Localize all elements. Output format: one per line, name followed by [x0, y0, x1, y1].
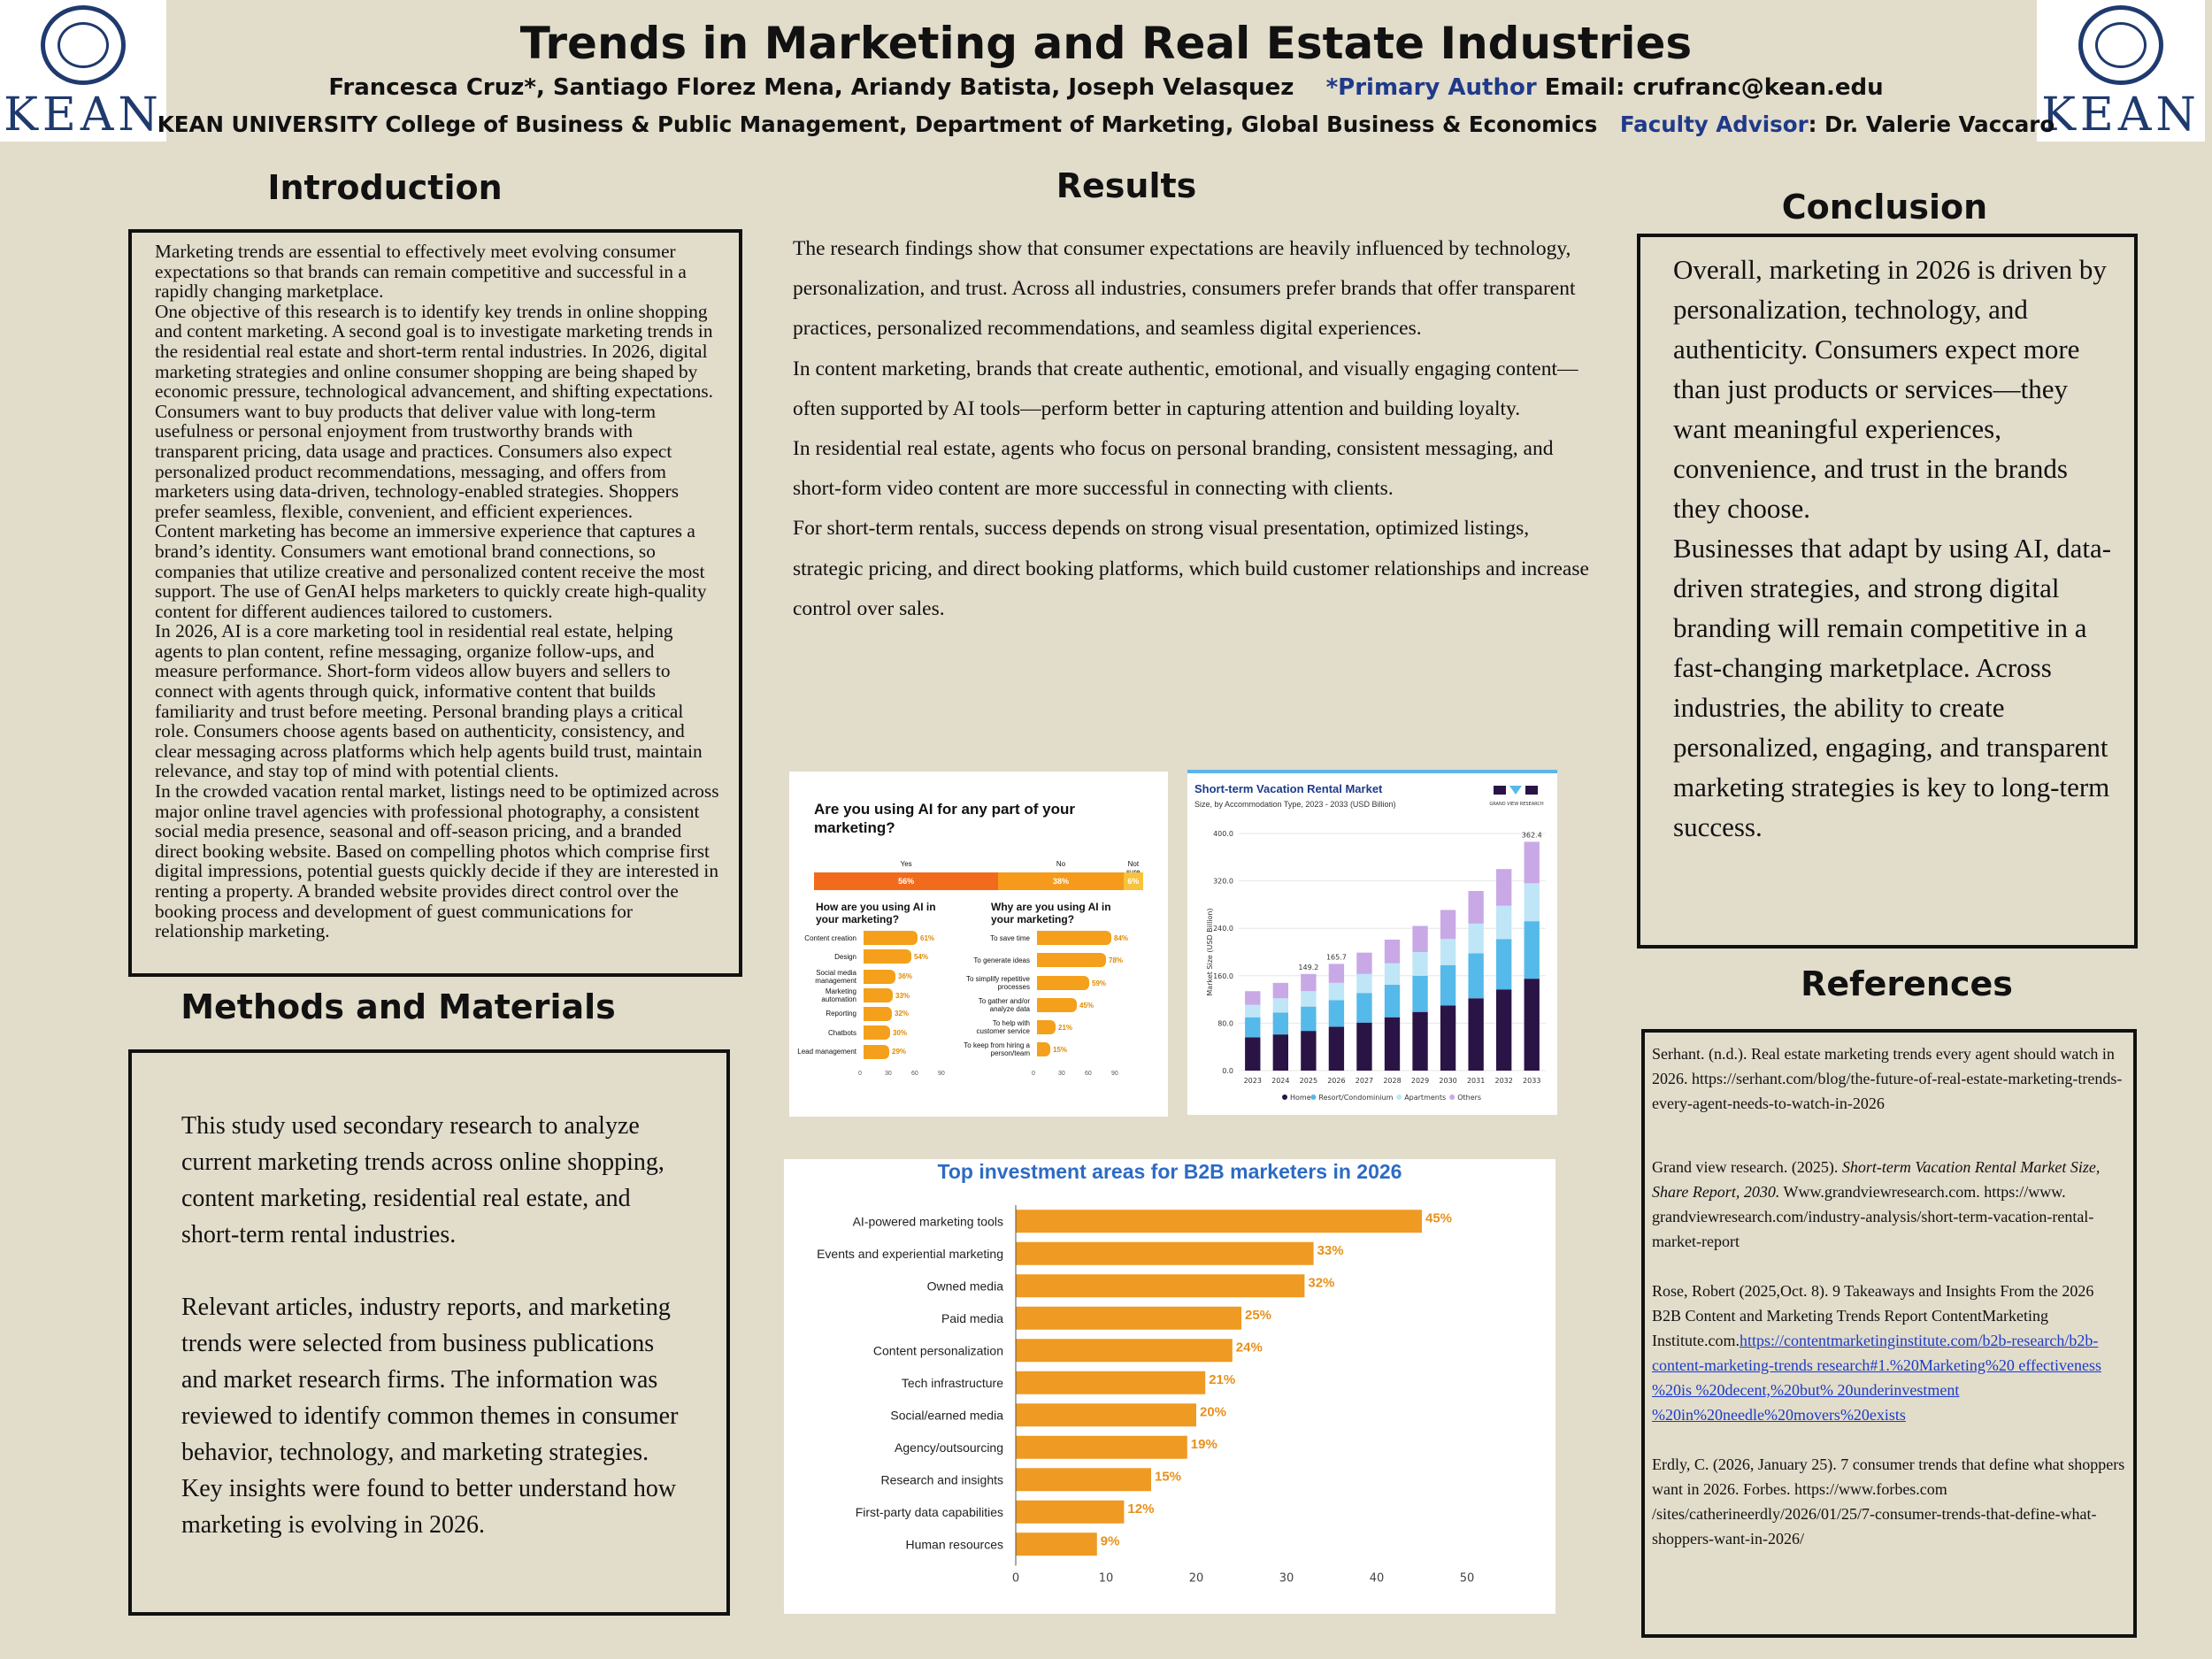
author-line — [0, 74, 2212, 101]
conclusion-heading: Conclusion — [1781, 188, 1988, 227]
ai-bar — [864, 1045, 889, 1059]
vr-bar-segment — [1412, 952, 1427, 976]
ai-axis-tick: 60 — [1085, 1071, 1092, 1077]
b2b-value-label: 33% — [1317, 1242, 1344, 1258]
b2b-bar — [1016, 1371, 1205, 1394]
ai-bar — [1037, 953, 1106, 967]
vr-bar-segment — [1301, 974, 1316, 991]
vr-bar-segment — [1525, 979, 1540, 1071]
reference-item: Serhant. (n.d.). Real estate marketing trends every agent should watch in 2026. https://serhant.com/blog/the-future-of-real-estate-marketing-trends-every-agent-needs-to-watch-in-2026 — [1652, 1045, 2123, 1112]
b2b-chart-title: Top investment areas for B2B marketers in 2026 — [937, 1160, 1402, 1183]
vr-legend-label: Resort/Condominium — [1318, 1094, 1394, 1102]
vacation-rental-svg — [1187, 770, 1557, 1115]
vr-x-tick: 2023 — [1243, 1077, 1262, 1085]
ai-bar — [1037, 1042, 1050, 1056]
vr-bar-segment — [1245, 991, 1260, 1004]
b2b-value-label: 20% — [1200, 1404, 1227, 1420]
chart-top-strip — [1187, 770, 1557, 773]
methods-heading: Methods and Materials — [180, 987, 616, 1026]
ai-bar-label: To generate ideas — [973, 956, 1030, 964]
vr-bar-segment — [1412, 976, 1427, 1012]
ai-bar-row — [789, 987, 910, 1003]
authors: Francesca Cruz*, Santiago Florez Mena, Ariandy Batista, Joseph Velasquez — [328, 74, 1294, 101]
vr-bar-segment — [1273, 1034, 1288, 1071]
ai-bar-value: 78% — [1109, 956, 1124, 964]
ai-bar-value: 29% — [892, 1048, 907, 1056]
b2b-bar — [1016, 1403, 1196, 1426]
vr-bar-segment — [1273, 1012, 1288, 1034]
vr-chart-title: Short-term Vacation Rental Market — [1194, 782, 1383, 795]
vr-x-tick: 2030 — [1439, 1077, 1457, 1085]
email: Email: crufranc@kean.edu — [1544, 74, 1884, 101]
ai-bar-row — [963, 975, 1106, 991]
b2b-bar — [1016, 1501, 1124, 1524]
vr-bar-segment — [1356, 974, 1371, 993]
b2b-category-label: Events and experiential marketing — [817, 1246, 1003, 1261]
vr-legend-label: Home — [1290, 1094, 1311, 1102]
vr-bar-segment — [1329, 964, 1344, 982]
ai-axis-tick: 0 — [1032, 1071, 1035, 1077]
vr-chart-subtitle: Size, by Accommodation Type, 2023 - 2033 (USD Billion) — [1194, 800, 1396, 809]
vr-bar-segment — [1496, 869, 1511, 906]
vr-bar-segment — [1440, 939, 1455, 964]
vr-chart-brand: GRAND VIEW RESEARCH — [1489, 802, 1544, 807]
ai-axis-tick: 90 — [1111, 1071, 1118, 1077]
ai-bar-row — [963, 1041, 1067, 1057]
ai-bar-row — [963, 1019, 1072, 1035]
vr-legend-swatch — [1310, 1094, 1316, 1100]
ai-bar-label: Design — [834, 952, 856, 961]
vr-bar-segment — [1496, 906, 1511, 940]
vr-bar-segment — [1245, 1018, 1260, 1038]
ai-bar-value: 32% — [895, 1010, 910, 1018]
primary-author-label: *Primary Author — [1325, 74, 1537, 101]
vr-data-label: 362.4 — [1521, 831, 1542, 840]
vr-bar-segment — [1468, 891, 1483, 924]
ai-bar-label: To gather and/or analyze data — [978, 997, 1030, 1013]
results-paragraph: In residential real estate, agents who focus on personal branding, consistent messaging, and short-form video content are more successful in connecting with clients. — [793, 437, 1554, 501]
vr-y-tick: 400.0 — [1213, 830, 1233, 838]
ai-bar-value: 33% — [895, 991, 910, 1000]
b2b-value-label: 32% — [1308, 1275, 1335, 1291]
b2b-value-label: 45% — [1425, 1210, 1453, 1226]
b2b-investment-svg — [784, 1159, 1555, 1614]
ai-bar-value: 54% — [914, 952, 929, 961]
vr-x-tick: 2028 — [1383, 1077, 1402, 1085]
ai-bar-row — [789, 1007, 909, 1021]
reference-item: Grand view research. (2025). Short-term Vacation Rental Market Size, Share Report, 2030. Www.grandviewresearch.com. https://www. grandviewresearch.com/industry-analysis/short-term-vacation-rental-market-report — [1652, 1158, 2101, 1250]
vr-bar-segment — [1440, 965, 1455, 1006]
conclusion-paragraph: Businesses that adapt by using AI, data-driven strategies, and strong digital branding will remain competitive in a fast-changing marketplace. Across industries, the ability to create personalized, engaging, and transparent marketing strategies is key to long-term success. — [1673, 533, 2112, 842]
vr-legend-swatch — [1282, 1094, 1287, 1100]
logo-text: KEAN — [2041, 88, 2200, 142]
affiliation-line — [0, 111, 2212, 137]
ai-axis-tick: 90 — [938, 1071, 945, 1077]
vr-bar-segment — [1245, 1037, 1260, 1071]
vr-bar-segment — [1525, 883, 1540, 921]
ai-bar-row — [963, 953, 1123, 967]
ai-bar-label: To keep from hiring a person/team — [964, 1041, 1030, 1057]
logo-text: KEAN — [4, 88, 163, 142]
b2b-bar — [1016, 1339, 1233, 1362]
b2b-bar — [1016, 1210, 1422, 1233]
intro-paragraph: One objective of this research is to identify key trends in online shopping and content marketing. A second goal is to investigate marketing trends in the residential real estate and short-term rental industries. In 2026, digital marketing strategies and online consumer shopping are being shaped by economic pressure, technological advancement, and shifting expectations. Consumers want to buy products that deliver value with long-term usefulness or personal enjoyment from trustworthy brands with transparent pricing, data usage and practices. Consumers also expect personalized product recommendations, messaging, and offers from marketers using data-driven, technology-enabled strategies. Shoppers prefer seamless, flexible, convenient, and efficient experiences. — [155, 300, 713, 522]
b2b-bar — [1016, 1436, 1187, 1459]
ai-split-segment: 38% — [998, 872, 1123, 890]
references-heading: References — [1801, 964, 2013, 1003]
vr-x-tick: 2027 — [1355, 1077, 1374, 1085]
b2b-category-label: Agency/outsourcing — [895, 1440, 1003, 1455]
reference-item: Rose, Robert (2025,Oct. 8). 9 Takeaways and Insights From the 2026 B2B Content and Marketing Trends Report ContentMarketing Institute.com.https://contentmarketinginstitute.com/b2b-research/b2b-content-marketing-trends research#1.%20Marketing%20 effectiveness %20is %20decent,%20but% 20underinvestment %20in%20needle%20movers%20exists — [1652, 1282, 2101, 1424]
b2b-value-label: 9% — [1100, 1533, 1120, 1549]
brand-mark-icon — [1494, 786, 1506, 795]
vr-bar-segment — [1468, 924, 1483, 954]
vacation-rental-chart — [1187, 770, 1557, 1115]
vr-legend-label: Apartments — [1404, 1094, 1447, 1102]
ai-axis-tick: 30 — [1058, 1071, 1065, 1077]
ai-axis-tick: 60 — [911, 1071, 918, 1077]
ai-bar-row — [789, 969, 912, 985]
vr-bar-segment — [1301, 1031, 1316, 1071]
vr-x-tick: 2032 — [1494, 1077, 1513, 1085]
results-paragraph: For short-term rentals, success depends on strong visual presentation, optimized listings, strategic pricing, and direct booking platforms, which build customer relationships and increase control over sales. — [793, 517, 1589, 620]
b2b-category-label: Owned media — [926, 1279, 1003, 1294]
vr-x-tick: 2025 — [1299, 1077, 1318, 1085]
ai-bar — [1037, 1020, 1056, 1034]
kean-seal-icon — [2078, 5, 2163, 85]
ai-bar-value: 59% — [1092, 979, 1107, 987]
vr-bar-segment — [1356, 993, 1371, 1023]
references-box — [1641, 1029, 2137, 1638]
intro-paragraph: In 2026, AI is a core marketing tool in residential real estate, helping agents to plan content, refine messaging, organize follow-ups, and measure performance. Short-form videos allow buyers and sellers to connect with agents through quick, informative content that builds familiarity and trust before meeting. Personal branding plays a critical role. Consumers choose agents based on authenticity, consistency, and clear messaging across platforms which help agents build trust, maintain relevance, and stay top of mind with potential clients. — [155, 620, 703, 782]
ai-bar-label: Reporting — [826, 1010, 856, 1018]
ai-bar — [864, 1007, 892, 1021]
advisor-label: Faculty Advisor — [1619, 111, 1809, 137]
ai-bar — [864, 1025, 890, 1040]
reference-link[interactable]: https://contentmarketinginstitute.com/b2b-research/b2b-content-marketing-trends research#1.%20Marketing%20 effectiveness %20is %20decent,%20but% 20underinvestment %20in%20needle%20movers%20exists — [1652, 1332, 2101, 1424]
vr-y-tick: 320.0 — [1213, 877, 1233, 886]
ai-bar-row — [789, 1025, 907, 1040]
ai-how-chart — [789, 931, 979, 1117]
ai-bar-row — [789, 931, 934, 945]
vr-bar-segment — [1525, 841, 1540, 883]
vr-y-label: Market Size (USD Billion) — [1206, 908, 1214, 996]
vr-x-tick: 2026 — [1327, 1077, 1346, 1085]
brand-mark-icon — [1525, 786, 1538, 795]
vr-bar-segment — [1329, 1026, 1344, 1071]
b2b-x-tick: 30 — [1279, 1571, 1294, 1586]
b2b-x-tick: 20 — [1188, 1571, 1204, 1586]
introduction-box — [128, 229, 742, 977]
vr-bar-segment — [1385, 964, 1400, 985]
b2b-x-tick: 10 — [1098, 1571, 1114, 1586]
ai-bar-value: 21% — [1058, 1023, 1073, 1032]
results-paragraph: The research findings show that consumer expectations are heavily influenced by technology, personalization, and trust. Across all industries, consumers prefer brands that offer transparent practices, personalized recommendations, and seamless digital experiences. — [793, 237, 1576, 341]
ai-bar-label: Marketing automation — [821, 987, 856, 1004]
ai-bar-label: Lead management — [797, 1048, 856, 1056]
b2b-value-label: 21% — [1209, 1371, 1236, 1387]
ai-bar-label: Content creation — [804, 933, 856, 942]
b2b-category-label: Paid media — [941, 1310, 1003, 1325]
vr-bar-segment — [1385, 940, 1400, 964]
ai-survey-title: Are you using AI for any part of your marketing? — [814, 801, 1076, 836]
ai-bar — [864, 988, 893, 1002]
ai-bar-label: Social media management — [815, 968, 856, 985]
ai-bar-label: To simplify repetitive processes — [965, 975, 1030, 991]
vr-bar-segment — [1440, 910, 1455, 939]
intro-paragraph: Content marketing has become an immersive experience that captures a brand’s identity. Consumers want emotional brand connections, so companies that utilize creative and personalized content receive the most support. The use of GenAI helps marketers to quickly create high-quality content for different audiences tailored to customers. — [155, 520, 707, 622]
intro-paragraph: In the crowded vacation rental market, listings need to be optimized across major online travel agencies with professional photography, a consistent social media presence, seasonal and off-season pricing, and a branded direct booking website. Based on compelling photos which comprise first digital impressions, potential guests quickly decide if they are interested in renting a property. A branded website provides direct control over the booking process and development of guest communications for relationship marketing. — [155, 780, 719, 942]
vr-y-tick: 240.0 — [1213, 925, 1233, 933]
vr-y-tick: 80.0 — [1217, 1019, 1233, 1028]
b2b-value-label: 19% — [1190, 1436, 1217, 1452]
b2b-category-label: AI-powered marketing tools — [852, 1214, 1003, 1229]
b2b-x-tick: 0 — [1011, 1571, 1020, 1586]
ai-bar-label: To help with customer service — [976, 1019, 1030, 1035]
ai-bar-row — [963, 931, 1128, 945]
ai-split-bar — [814, 860, 1143, 894]
vr-y-tick: 160.0 — [1213, 972, 1233, 980]
vr-bar-segment — [1440, 1005, 1455, 1071]
vr-bar-segment — [1273, 998, 1288, 1012]
b2b-category-label: Content personalization — [872, 1343, 1003, 1358]
vr-bar-segment — [1385, 985, 1400, 1018]
vr-bar-segment — [1329, 983, 1344, 1000]
ai-how-title: How are you using AI in your marketing? — [816, 901, 936, 926]
reference-item: Erdly, C. (2026, January 25). 7 consumer trends that define what shoppers want in 2026. Forbes. https://www.forbes.com /sites/catherineerdly/2026/01/25/7-consumer-trends-that-define-what-shoppers-want-in-2026/ — [1652, 1455, 2125, 1548]
methods-paragraph: Relevant articles, industry reports, and marketing trends were selected from business publications and market research firms. The information was reviewed to identify common themes in consumer behavior, technology, and marketing strategies. Key insights were found to better understand how marketing is evolving in 2026. — [181, 1294, 679, 1539]
ai-bar — [864, 970, 895, 984]
results-paragraph: In content marketing, brands that create authentic, emotional, and visually engaging content—often supported by AI tools—perform better in capturing attention and building loyalty. — [793, 357, 1578, 420]
vr-x-tick: 2029 — [1410, 1077, 1430, 1085]
b2b-bar — [1016, 1307, 1241, 1330]
ai-axis-tick: 0 — [858, 1071, 862, 1077]
vr-y-tick: 0.0 — [1222, 1067, 1233, 1075]
ai-bar-label: To save time — [990, 933, 1030, 942]
ai-split-segment: 6% — [1124, 872, 1143, 890]
vr-bar-segment — [1496, 939, 1511, 989]
vr-bar-segment — [1525, 921, 1540, 979]
vr-legend-swatch — [1449, 1094, 1455, 1100]
ai-survey-figure — [789, 772, 1168, 1117]
intro-paragraph: Marketing trends are essential to effectively meet evolving consumer expectations so that brands can remain competitive and successful in a rapidly changing marketplace. — [155, 241, 687, 303]
ai-bar — [864, 931, 918, 945]
brand-mark-icon — [1509, 786, 1522, 795]
vr-legend-swatch — [1396, 1094, 1402, 1100]
vr-bar-segment — [1301, 991, 1316, 1006]
results-heading: Results — [1056, 166, 1197, 205]
b2b-investment-chart — [784, 1159, 1555, 1614]
vr-legend-label: Others — [1457, 1094, 1482, 1102]
ai-split-segment: 56% — [814, 872, 998, 890]
ai-bar-label: Chatbots — [827, 1028, 856, 1037]
b2b-x-tick: 40 — [1369, 1571, 1385, 1586]
poster-title: Trends in Marketing and Real Estate Industries — [519, 18, 1693, 69]
b2b-bar — [1016, 1242, 1314, 1265]
conclusion-paragraph: Overall, marketing in 2026 is driven by personalization, technology, and authenticity. Consumers expect more than just products or services—they want meaningful experiences, convenience, and trust in the brands they choose. — [1673, 254, 2107, 524]
ai-split-label: No — [1056, 860, 1066, 868]
vr-bar-segment — [1468, 998, 1483, 1071]
b2b-value-label: 24% — [1235, 1340, 1263, 1356]
b2b-category-label: Tech infrastructure — [901, 1375, 1003, 1390]
ai-bar — [864, 949, 911, 964]
ai-bar-row — [789, 1045, 906, 1059]
methods-box — [128, 1049, 730, 1616]
b2b-bar — [1016, 1274, 1304, 1297]
vr-bar-segment — [1412, 926, 1427, 952]
vr-data-label: 149.2 — [1298, 963, 1319, 972]
ai-why-title: Why are you using AI in your marketing? — [991, 901, 1111, 926]
b2b-category-label: First-party data capabilities — [855, 1504, 1003, 1519]
ai-axis-tick: 30 — [885, 1071, 892, 1077]
introduction-heading: Introduction — [267, 168, 503, 207]
affiliation: KEAN UNIVERSITY College of Business & Public Management, Department of Marketing, Global Business & Economics — [157, 111, 1598, 137]
b2b-value-label: 25% — [1245, 1307, 1272, 1323]
ai-bar-row — [963, 997, 1094, 1013]
ai-bar-value: 45% — [1079, 1001, 1094, 1010]
methods-paragraph: This study used secondary research to analyze current marketing trends across online shopping, content marketing, residential real estate, and short-term rental industries. — [181, 1112, 664, 1248]
b2b-bar — [1016, 1468, 1151, 1491]
vr-bar-segment — [1412, 1012, 1427, 1071]
advisor-name: : Dr. Valerie Vaccaro — [1808, 111, 2055, 137]
results-text — [793, 229, 1589, 629]
ai-why-chart — [963, 931, 1166, 1117]
b2b-bar — [1016, 1532, 1097, 1555]
vr-bar-segment — [1356, 953, 1371, 974]
ai-bar — [1037, 998, 1077, 1012]
vr-x-tick: 2024 — [1271, 1077, 1290, 1085]
b2b-category-label: Social/earned media — [890, 1408, 1003, 1423]
ai-bar-value: 84% — [1114, 933, 1129, 942]
ai-split-label: Not — [1127, 860, 1140, 868]
vr-data-label: 165.7 — [1325, 953, 1347, 962]
vr-bar-segment — [1329, 1000, 1344, 1026]
vr-bar-segment — [1273, 983, 1288, 998]
ai-bar-row — [789, 949, 928, 964]
ai-bar-value: 30% — [893, 1028, 908, 1037]
ai-split-label: Yes — [900, 860, 912, 868]
ai-bar-value: 36% — [898, 972, 913, 981]
ai-bar-value: 61% — [920, 933, 935, 942]
vr-bar-segment — [1496, 989, 1511, 1071]
b2b-category-label: Human resources — [905, 1537, 1003, 1552]
vr-bar-segment — [1245, 1005, 1260, 1018]
ai-bar-value: 15% — [1053, 1045, 1068, 1054]
ai-bar — [1037, 976, 1089, 990]
b2b-value-label: 15% — [1155, 1469, 1182, 1485]
ai-bar — [1037, 931, 1111, 945]
vr-bar-segment — [1468, 953, 1483, 998]
vr-x-tick: 2031 — [1466, 1077, 1486, 1085]
b2b-category-label: Research and insights — [880, 1472, 1003, 1487]
vr-bar-segment — [1356, 1023, 1371, 1071]
conclusion-box — [1637, 234, 2138, 949]
vr-x-tick: 2033 — [1523, 1077, 1541, 1085]
kean-seal-icon — [41, 5, 126, 85]
vr-bar-segment — [1385, 1018, 1400, 1071]
b2b-x-tick: 50 — [1459, 1571, 1475, 1586]
vr-bar-segment — [1301, 1007, 1316, 1031]
b2b-value-label: 12% — [1127, 1501, 1155, 1517]
